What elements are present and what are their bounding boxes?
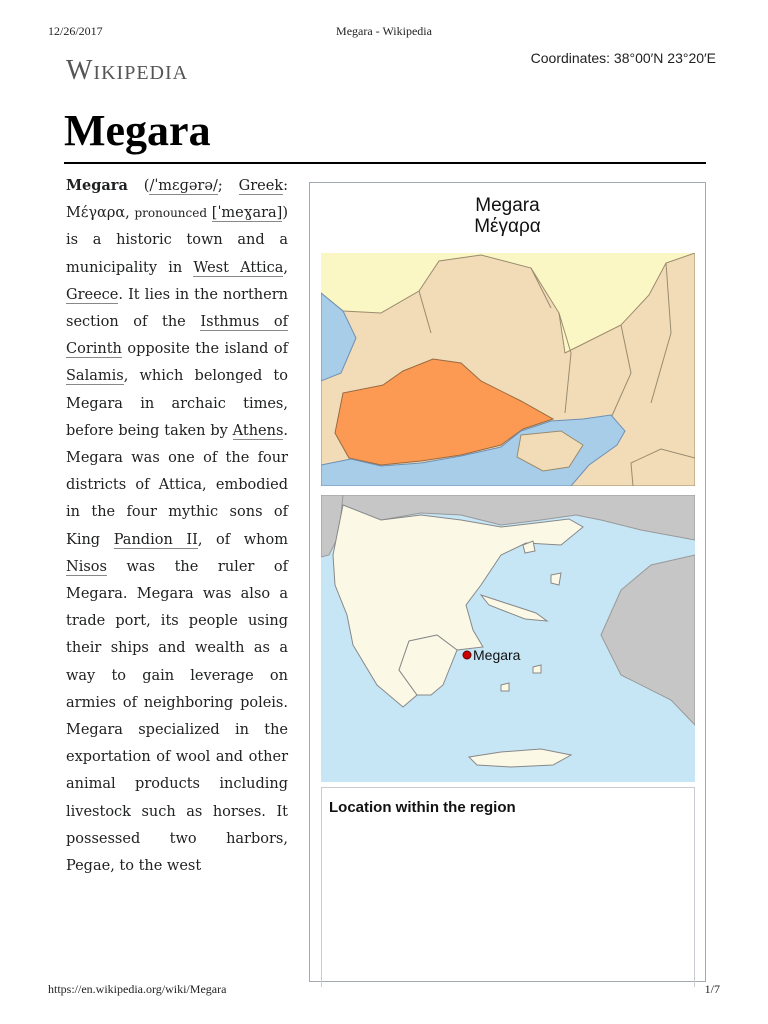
article-lead-paragraph: Megara (/ˈmɛɡərə/; Greek: Μέγαρα, pronounced [ˈmeɣara]) is a historic town and a municipality in West Attica, Greece. It lies in the northern section of the Isthmus of Corinth opposite the island of Salamis, which belonged to Megara in archaic times, before being taken by Athens. Megara was one of the four districts of Attica, embodied in the four mythic sons of King Pandion II, of whom Nisos was the ruler of Megara. Megara was also a trade port, its people using their ships and wealth as a way to gain leverage on armies of neighboring poleis. Megara specialized in the exportation of wool and other animal products including livestock such as horses. It possessed two harbors, Pegae, to the west [66, 177, 289, 875]
article-term: Megara [66, 177, 128, 194]
print-date: 12/26/2017 [48, 24, 103, 38]
infobox-caption-cell [321, 787, 695, 987]
page-title: Megara [64, 106, 211, 155]
locator-label: Megara [473, 647, 521, 663]
print-page-number: 1/7 [704, 982, 720, 996]
infobox-title-latin: Megara [475, 195, 540, 216]
infobox-caption: Location within the region [329, 799, 516, 816]
link-isthmus-of-corinth[interactable]: Isthmus of Corinth [66, 314, 288, 358]
link-west-attica[interactable]: West Attica [193, 259, 284, 276]
pronounced-label: pronounced [134, 206, 208, 221]
link-athens[interactable]: Athens [232, 422, 284, 439]
greek-name: Μέγαρα [66, 205, 126, 222]
text-run: . It lies in the northern section of the [66, 286, 288, 331]
print-page-title: Megara - Wikipedia [336, 24, 432, 38]
link-nisos[interactable]: Nisos [66, 558, 107, 575]
print-footer [48, 982, 720, 998]
title-divider [64, 162, 706, 164]
ipa-link[interactable]: /ˈmɛɡərə/ [149, 178, 218, 194]
text-run: . Megara was one of the four districts of Attica, embodied in the four mythic sons of King [66, 422, 289, 548]
text-run: , of whom [197, 531, 288, 548]
pronunciation-link[interactable]: [ˈmeɣara] [211, 205, 283, 222]
text-run: is a historic town and a municipality in [66, 232, 288, 276]
wikipedia-logo[interactable]: Wikipedia [66, 55, 189, 86]
link-pandion-ii[interactable]: Pandion II [113, 531, 198, 548]
infobox [309, 182, 706, 982]
print-url: https://en.wikipedia.org/wiki/Megara [48, 982, 227, 996]
print-header [48, 24, 720, 40]
coordinates[interactable]: Coordinates: 38°00′N 23°20′E [530, 50, 716, 66]
text-run: was the ruler of Megara. Megara was also a trade port, its people using their ships and wealth as a way to gain leverage on armies of neighboring poleis. Megara specialized in the exportation of wool and other animal products including livestock such as horses. It possessed two harbors, Pegae, to the west [66, 558, 288, 875]
link-greece[interactable]: Greece [66, 286, 119, 303]
link-salamis[interactable]: Salamis [66, 368, 124, 385]
location-marker[interactable] [463, 651, 471, 659]
greece-locator-map[interactable] [321, 495, 695, 782]
infobox-title-greek: Μέγαρα [474, 216, 541, 237]
municipality-map[interactable] [321, 253, 695, 486]
infobox-title [310, 195, 705, 237]
text-run: , which belonged to Megara in archaic times, before being taken by [66, 368, 288, 439]
text-run: opposite the island of [127, 341, 288, 358]
greek-link[interactable]: Greek [238, 178, 284, 194]
